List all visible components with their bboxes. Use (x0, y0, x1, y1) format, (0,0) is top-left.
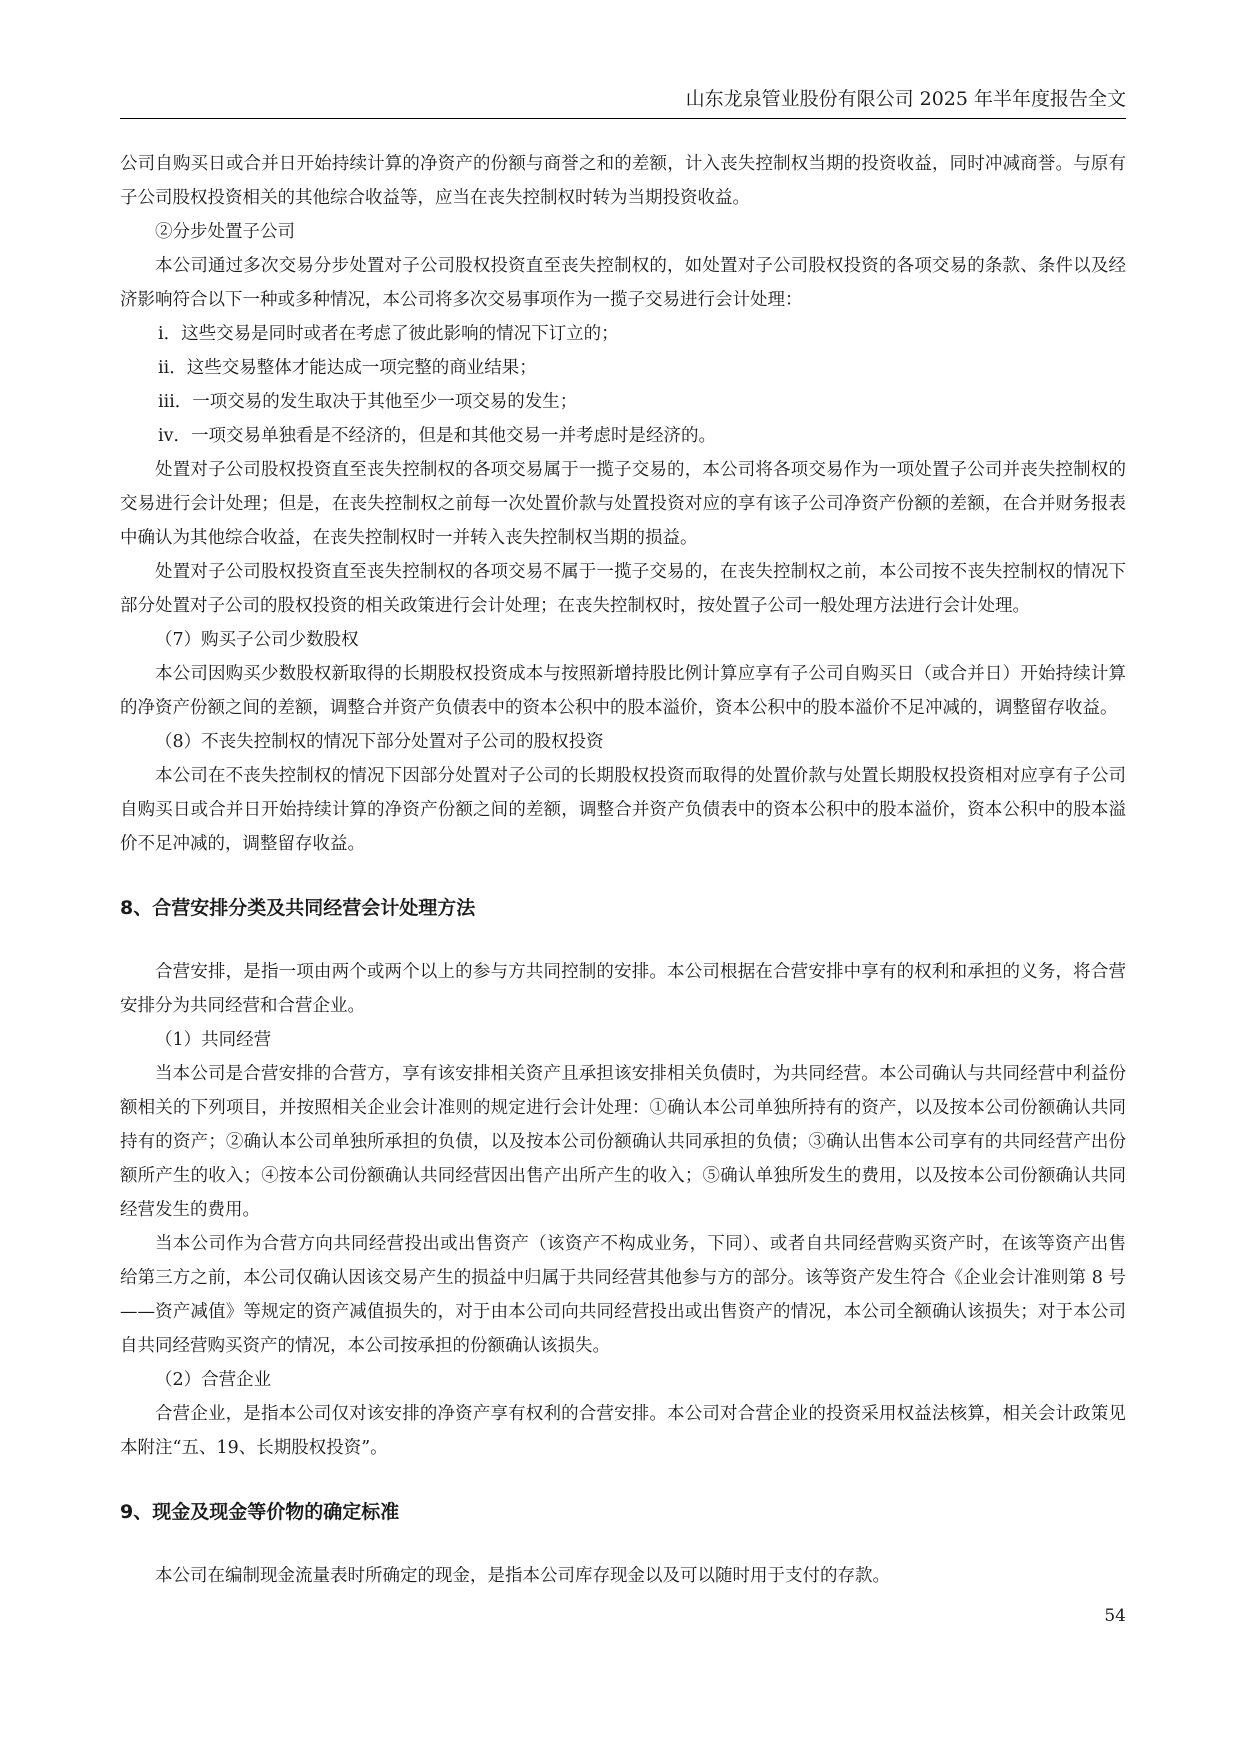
list-item: ⅰ．这些交易是同时或者在考虑了彼此影响的情况下订立的； (158, 324, 619, 344)
paragraph: 当本公司是合营安排的合营方，享有该安排相关资产且承担该安排相关负债时，为共同经营。本公司确认与共同经营中利益份额相关的下列项目，并按照相关企业会计准则的规定进行会计处理：①确认本公司单独所持有的资产，以及按本公司份额确认共同持有的资产；②确认本公司单独所承担的负债，以及按本公司份额确认共同承担的负债；③确认出售本公司享有的共同经营产出份额所产生的收入；④按本公司份额确认共同经营因出售产出所产生的收入；⑤确认单独所发生的费用，以及按本公司份额确认共同经营发生的费用。 (120, 1064, 1126, 1220)
paragraph: 处置对子公司股权投资直至丧失控制权的各项交易属于一揽子交易的，本公司将各项交易作为一项处置子公司并丧失控制权的交易进行会计处理；但是，在丧失控制权之前每一次处置价款与处置投资对应的享有该子公司净资产份额的差额，在合并财务报表中确认为其他综合收益，在丧失控制权时一并转入丧失控制权当期的损益。 (120, 460, 1126, 548)
subsection-title: ②分步处置子公司 (155, 222, 295, 242)
page-header: 山东龙泉管业股份有限公司 2025 年半年度报告全文 (685, 88, 1126, 110)
paragraph: 本公司通过多次交易分步处置对子公司股权投资直至丧失控制权的，如处置对子公司股权投资的各项交易的条款、条件以及经济影响符合以下一种或多种情况，本公司将多次交易事项作为一揽子交易进行会计处理： (120, 256, 1126, 310)
subsection-title: （7）购买子公司少数股权 (155, 630, 359, 650)
page-number: 54 (1104, 1606, 1126, 1626)
section-heading: 9、现金及现金等价物的确定标准 (120, 1501, 400, 1523)
list-item: ⅳ．一项交易单独看是不经济的，但是和其他交易一并考虑时是经济的。 (158, 426, 716, 446)
list-item: ⅱ．这些交易整体才能达成一项完整的商业结果； (158, 358, 537, 378)
paragraph: 本公司在不丧失控制权的情况下因部分处置对子公司的长期股权投资而取得的处置价款与处置长期股权投资相对应享有子公司自购买日或合并日开始持续计算的净资产份额之间的差额，调整合并资产负债表中的资本公积中的股本溢价，资本公积中的股本溢价不足冲减的，调整留存收益。 (120, 766, 1126, 854)
header-divider (120, 118, 1126, 119)
list-item: ⅲ．一项交易的发生取决于其他至少一项交易的发生； (158, 392, 578, 412)
paragraph: 本公司因购买少数股权新取得的长期股权投资成本与按照新增持股比例计算应享有子公司自购买日（或合并日）开始持续计算的净资产份额之间的差额，调整合并资产负债表中的资本公积中的股本溢价，资本公积中的股本溢价不足冲减的，调整留存收益。 (120, 664, 1126, 718)
paragraph: 当本公司作为合营方向共同经营投出或出售资产（该资产不构成业务，下同）、或者自共同经营购买资产时，在该等资产出售给第三方之前，本公司仅确认因该交易产生的损益中归属于共同经营其他参与方的部分。该等资产发生符合《企业会计准则第 8 号——资产减值》等规定的资产减值损失的，对于由本公司向共同经营投出或出售资产的情况，本公司全额确认该损失；对于本公司自共同经营购买资产的情况，本公司按承担的份额确认该损失。 (120, 1234, 1126, 1356)
subsection-title: （8）不丧失控制权的情况下部分处置对子公司的股权投资 (155, 732, 604, 752)
document-body (120, 147, 1126, 1593)
paragraph: 本公司在编制现金流量表时所确定的现金，是指本公司库存现金以及可以随时用于支付的存款。 (155, 1566, 890, 1586)
section-heading: 8、合营安排分类及共同经营会计处理方法 (120, 897, 476, 919)
paragraph: 合营企业，是指本公司仅对该安排的净资产享有权利的合营安排。本公司对合营企业的投资采用权益法核算，相关会计政策见本附注“五、19、长期股权投资”。 (120, 1404, 1126, 1458)
paragraph: 合营安排，是指一项由两个或两个以上的参与方共同控制的安排。本公司根据在合营安排中享有的权利和承担的义务，将合营安排分为共同经营和合营企业。 (120, 962, 1126, 1016)
subsection-title: （2）合营企业 (155, 1370, 272, 1390)
paragraph: 公司自购买日或合并日开始持续计算的净资产的份额与商誉之和的差额，计入丧失控制权当期的投资收益，同时冲减商誉。与原有子公司股权投资相关的其他综合收益等，应当在丧失控制权时转为当期投资收益。 (120, 154, 1126, 208)
subsection-title: （1）共同经营 (155, 1030, 272, 1050)
paragraph: 处置对子公司股权投资直至丧失控制权的各项交易不属于一揽子交易的，在丧失控制权之前，本公司按不丧失控制权的情况下部分处置对子公司的股权投资的相关政策进行会计处理；在丧失控制权时，按处置子公司一般处理方法进行会计处理。 (120, 562, 1126, 616)
